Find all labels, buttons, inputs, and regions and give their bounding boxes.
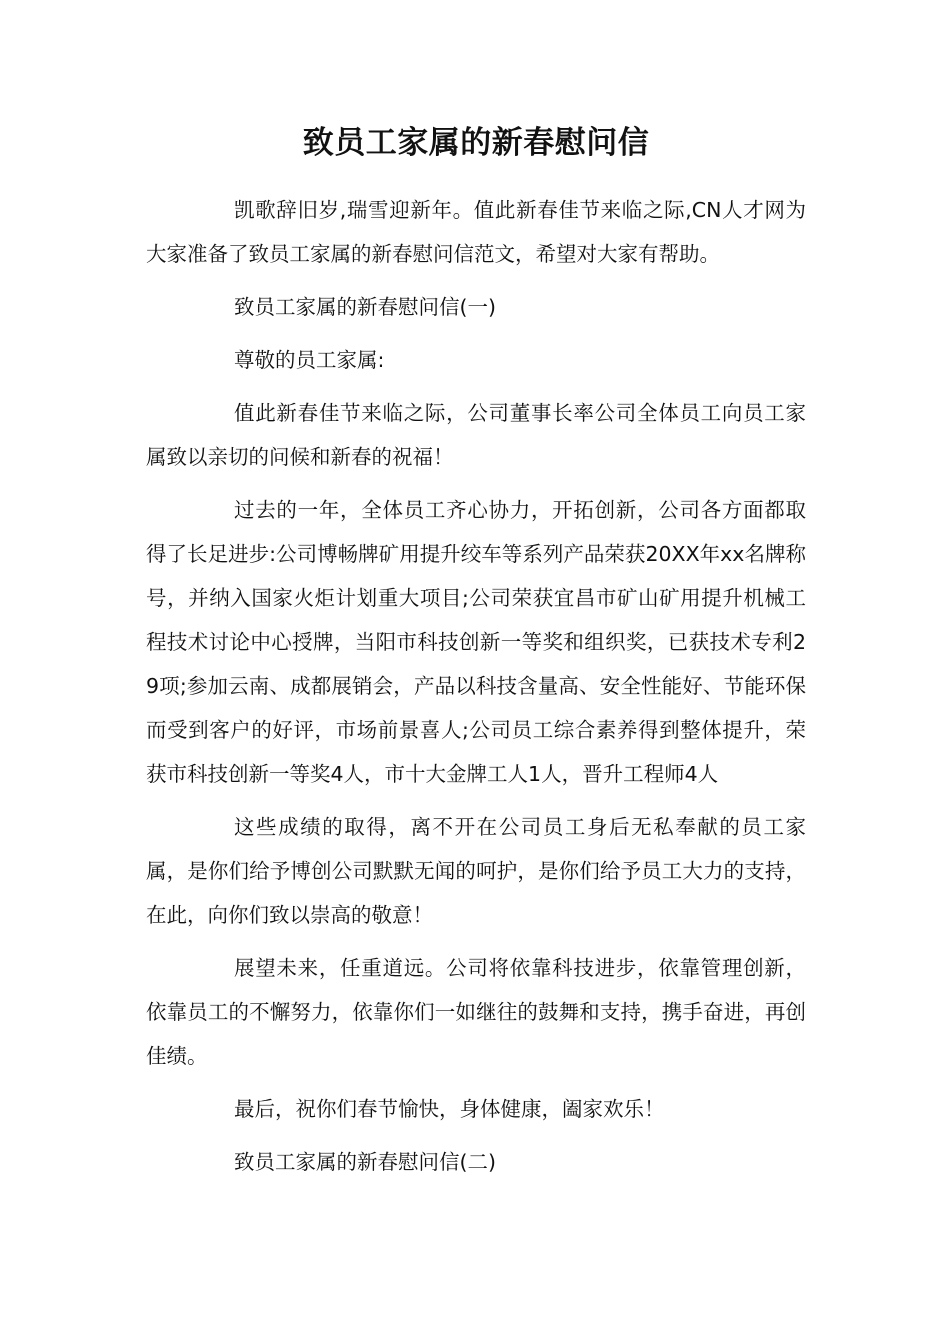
letter-two-heading: 致员工家属的新春慰问信(二) — [234, 1150, 496, 1174]
greeting-paragraph: 值此新春佳节来临之际，公司董事长率公司全体员工向员工家属致以亲切的问候和新春的祝福！ — [146, 401, 806, 469]
document-title: 致员工家属的新春慰问信 — [302, 125, 650, 161]
thanks-paragraph: 这些成绩的取得，离不开在公司员工身后无私奉献的员工家属，是你们给予博创公司默默无闻的呵护，是你们给予员工大力的支持，在此，向你们致以崇高的敬意！ — [146, 815, 806, 927]
salutation: 尊敬的员工家属: — [234, 348, 385, 372]
letter-one-heading: 致员工家属的新春慰问信(一) — [234, 295, 496, 319]
intro-paragraph: 凯歌辞旧岁,瑞雪迎新年。值此新春佳节来临之际,CN人才网为大家准备了致员工家属的新春慰问信范文，希望对大家有帮助。 — [146, 198, 806, 266]
achievements-paragraph: 过去的一年，全体员工齐心协力，开拓创新，公司各方面都取得了长足进步:公司博畅牌矿用提升绞车等系列产品荣获20XX年xx名牌称号，并纳入国家火炬计划重大项目;公司荣获宜昌市矿山矿用提升机械工程技术讨论中心授牌，当阳市科技创新一等奖和组织奖，已获技术专利29项;参加云南、成都展销会，产品以科技含量高、安全性能好、节能环保而受到客户的好评，市场前景喜人;公司员工综合素养得到整体提升，荣获市科技创新一等奖4人，市十大金牌工人1人，晋升工程师4人 — [146, 498, 806, 786]
outlook-paragraph: 展望未来，任重道远。公司将依靠科技进步，依靠管理创新，依靠员工的不懈努力，依靠你们一如继往的鼓舞和支持，携手奋进，再创佳绩。 — [146, 956, 806, 1068]
document-body — [146, 118, 806, 1193]
closing-wishes: 最后，祝你们春节愉快，身体健康，阖家欢乐！ — [234, 1097, 665, 1121]
